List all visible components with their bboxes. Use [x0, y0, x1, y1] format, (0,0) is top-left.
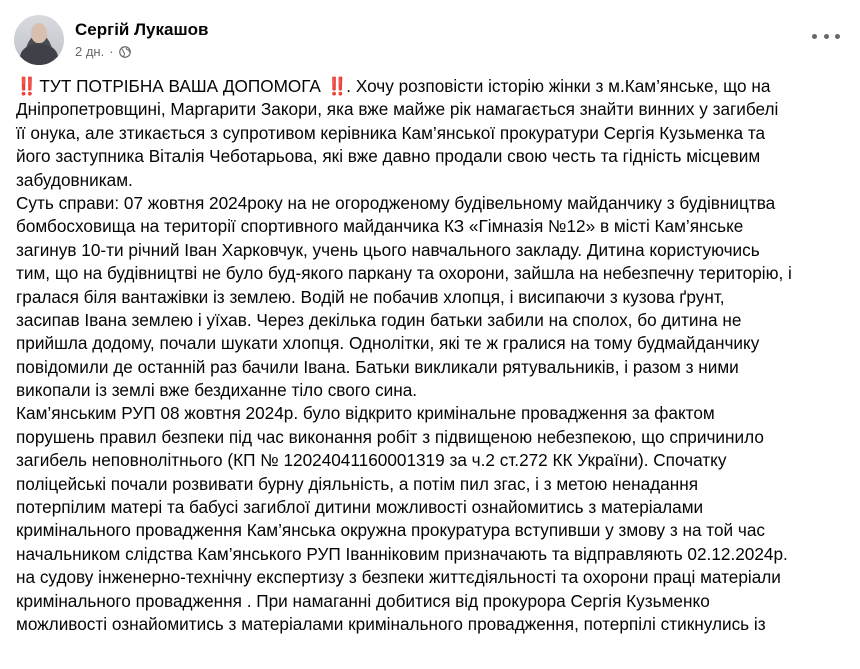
post-text-line: кримінального провадження . При намаганні добитися від прокурора Сергія Кузьменко — [16, 590, 710, 611]
post-text-line: потерпілим матері та бабусі загиблої дитини можливості ознайомитись з матеріалами — [16, 497, 704, 518]
post-heading: ТУТ ПОТРІБНА ВАША ДОПОМОГА — [39, 76, 321, 96]
post-text-line: гралася біля вантажівки із землею. Водій не побачив хлопця, і висипаючи з кузова ґрунт, — [16, 286, 725, 307]
post-text-line: можливості ознайомитись з матеріалами кримінального провадження, потерпілі стикнулись із — [16, 613, 766, 634]
post-text-line: загинув 10-ти річний Іван Харковчук, учень цього навчального закладу. Дитина користуючись — [16, 239, 760, 260]
more-dot — [824, 34, 829, 39]
globe-icon[interactable] — [119, 46, 131, 58]
more-options-icon[interactable] — [812, 26, 840, 46]
post-heading-line — [16, 75, 858, 98]
double-exclamation-icon: ‼️ — [16, 76, 36, 96]
post-text-line: бомбосховища на території спортивного майданчика КЗ «Гімназія №12» в місті Кам’янське — [16, 216, 744, 237]
post-header — [14, 14, 208, 66]
post-heading-tail: . Хочу розповісти історію жінки з м.Кам’янське, що на — [346, 76, 771, 96]
more-dot — [835, 34, 840, 39]
author-avatar[interactable] — [14, 15, 64, 65]
post-text-line: прийшла додому, почали шукати хлопця. Однолітки, які те ж гралися на тому будмайданчику — [16, 333, 760, 354]
post-text-line: порушень правил безпеки під час виконання робіт з підвищеною небезпекою, що спричинило — [16, 426, 764, 447]
post-text-line: начальником слідства Кам’янського РУП Іваннiковим призначають та відправляють 02.12.2024р. — [16, 543, 788, 564]
post-time[interactable]: 2 дн. — [75, 44, 105, 59]
post-text-line: Суть справи: 07 жовтня 2024року на не огородженому будівельному майданчику з будівництва — [16, 192, 776, 213]
post-text-line: її онука, але зтикається з супротивом керівника Кам’янської прокуратури Сергія Кузьменка та — [16, 122, 766, 143]
post-text-line: викопали із землі вже бездиханне тіло свого сина. — [16, 380, 418, 401]
post-text-line: забудовникам. — [16, 169, 133, 190]
post-text-line: кримінального провадження Кам’янська окружна прокуратура вступивши у змову з на той час — [16, 520, 766, 541]
avatar-body — [20, 44, 58, 65]
post-text-line: засипав Івана землею і уїхав. Через декілька годин батьки забили на сполох, бо дитина не — [16, 309, 742, 330]
post-text-line: Дніпропетровщині, Маргарити Закори, яка вже майже рік намагається знайти винних у загибелі — [16, 99, 779, 120]
post-text-line: тим, що на будівництві не було буд-якого паркану та охорони, зайшла на небезпечну територію, і — [16, 263, 792, 284]
avatar-face — [31, 23, 47, 43]
post-text-line: його заступника Віталія Чеботарьова, які вже давно продали свою честь та гідність місцевим — [16, 146, 761, 167]
post-meta — [75, 19, 208, 61]
double-exclamation-icon: ‼️ — [326, 76, 347, 96]
more-dot — [812, 34, 817, 39]
author-name[interactable]: Сергій Лукашов — [75, 20, 209, 39]
post-subline — [75, 43, 208, 61]
post-text-line: повідомили де останній раз бачили Івана. Батьки викликали рятувальників, і разом з ними — [16, 356, 739, 377]
post-text-line: Кам’янським РУП 08 жовтня 2024р. було відкрито кримінальне провадження за фактом — [16, 403, 715, 424]
post-body — [16, 75, 858, 636]
post-text-line: загибель неповнолітнього (КП № 12024041160001319 за ч.2 ст.272 КК України). Спочатку — [16, 450, 727, 471]
post-text-line: поліцейські почали розвивати бурну діяльність, а потім пил згас, і з метою ненадання — [16, 473, 699, 494]
post-text-line: на судову інженерно-технічну експертизу з безпеки життєдіяльності та охорони праці матеріали — [16, 567, 781, 588]
separator-dot: · — [109, 44, 114, 59]
